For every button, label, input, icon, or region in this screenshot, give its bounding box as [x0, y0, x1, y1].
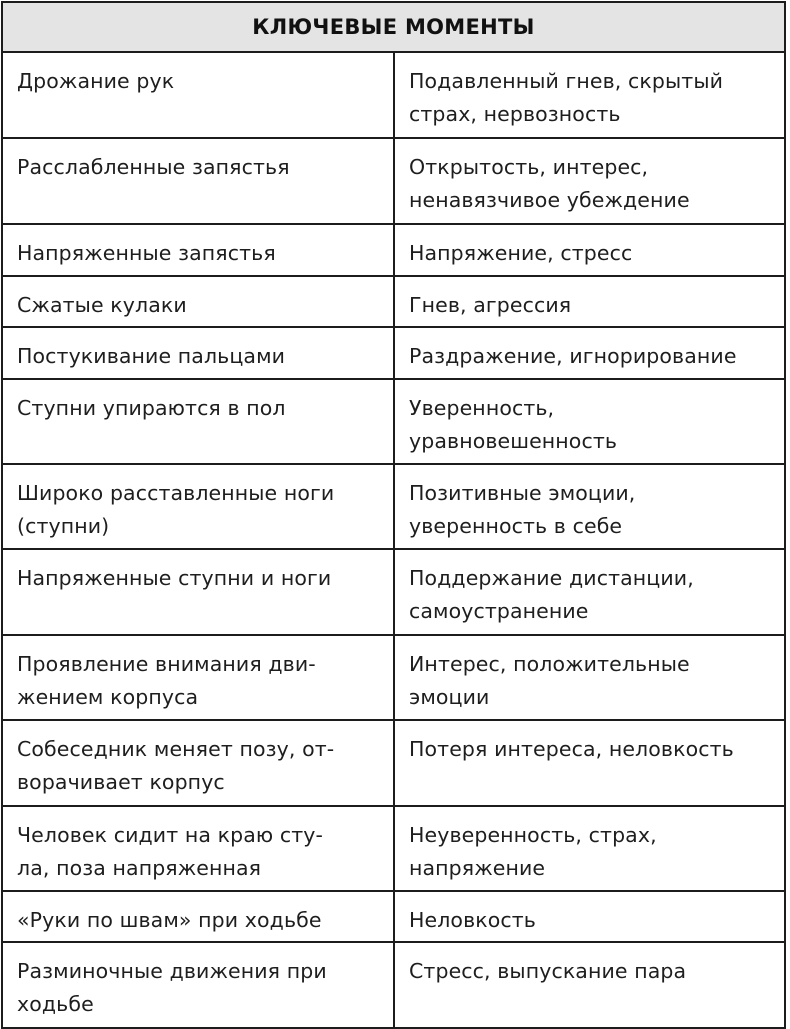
table-row	[3, 465, 784, 550]
cell-text-line: Поддержание дистанции,	[409, 566, 694, 590]
table-row	[3, 892, 784, 943]
cell-text-line: Широко расставленные ноги	[17, 481, 335, 505]
cell-body-sign	[3, 807, 395, 890]
table-row	[3, 721, 784, 807]
cell-meaning	[395, 636, 784, 719]
table-row	[3, 225, 784, 277]
cell-body-sign	[3, 943, 395, 1027]
cell-text-line: (ступни)	[17, 514, 110, 538]
cell-meaning	[395, 807, 784, 890]
cell-text-line: ворачивает корпус	[17, 770, 225, 794]
cell-body-sign	[3, 53, 395, 137]
cell-body-sign	[3, 277, 395, 326]
cell-text-line: Проявление внимания дви-	[17, 652, 316, 676]
cell-text-line: Постукивание пальцами	[17, 344, 286, 368]
cell-meaning	[395, 721, 784, 805]
table-row	[3, 53, 784, 139]
cell-text-line: Потеря интереса, неловкость	[409, 737, 734, 761]
table-row	[3, 636, 784, 721]
cell-text-line: Раздражение, игнорирование	[409, 344, 737, 368]
table-row	[3, 943, 784, 1027]
table-row	[3, 277, 784, 328]
cell-text-line: Разминочные движения при	[17, 959, 327, 983]
cell-body-sign	[3, 139, 395, 223]
cell-text-line: Открытость, интерес,	[409, 155, 649, 179]
cell-text-line: «Руки по швам» при ходьбе	[17, 908, 322, 932]
cell-meaning	[395, 943, 784, 1027]
cell-text-line: Позитивные эмоции,	[409, 481, 636, 505]
cell-meaning	[395, 277, 784, 326]
cell-text-line: ла, поза напряженная	[17, 856, 262, 880]
cell-meaning	[395, 550, 784, 634]
cell-meaning	[395, 139, 784, 223]
cell-text-line: Стресс, выпускание пара	[409, 959, 687, 983]
cell-text-line: страх, нервозность	[409, 102, 621, 126]
cell-text-line: напряжение	[409, 856, 546, 880]
key-moments-table	[1, 1, 786, 1029]
cell-text-line: жением корпуса	[17, 685, 199, 709]
cell-text-line: Собеседник меняет позу, от-	[17, 737, 335, 761]
table-row	[3, 807, 784, 892]
cell-text-line: Человек сидит на краю сту-	[17, 823, 324, 847]
cell-meaning	[395, 328, 784, 378]
cell-body-sign	[3, 465, 395, 548]
cell-body-sign	[3, 225, 395, 275]
cell-text-line: Напряжение, стресс	[409, 241, 633, 265]
table-row	[3, 550, 784, 636]
cell-text-line: Неловкость	[409, 908, 536, 932]
cell-meaning	[395, 225, 784, 275]
cell-text-line: Подавленный гнев, скрытый	[409, 69, 724, 93]
table-title: КЛЮЧЕВЫЕ МОМЕНТЫ	[3, 3, 784, 53]
cell-text-line: Напряженные ступни и ноги	[17, 566, 332, 590]
cell-body-sign	[3, 328, 395, 378]
cell-text-line: Сжатые кулаки	[17, 293, 187, 317]
cell-text-line: ходьбе	[17, 992, 94, 1016]
cell-text-line: ненавязчивое убеждение	[409, 188, 690, 212]
table-row	[3, 328, 784, 380]
cell-body-sign	[3, 550, 395, 634]
cell-text-line: Расслабленные запястья	[17, 155, 290, 179]
cell-body-sign	[3, 892, 395, 941]
table-body	[3, 53, 784, 1027]
cell-text-line: Уверенность,	[409, 396, 555, 420]
cell-text-line: уравновешенность	[409, 429, 618, 453]
cell-text-line: Дрожание рук	[17, 69, 175, 93]
cell-text-line: эмоции	[409, 685, 490, 709]
cell-meaning	[395, 465, 784, 548]
cell-meaning	[395, 380, 784, 463]
cell-text-line: Напряженные запястья	[17, 241, 276, 265]
table-row	[3, 380, 784, 465]
cell-text-line: самоустранение	[409, 599, 589, 623]
cell-text-line: уверенность в себе	[409, 514, 623, 538]
cell-body-sign	[3, 636, 395, 719]
cell-text-line: Ступни упираются в пол	[17, 396, 286, 420]
cell-text-line: Гнев, агрессия	[409, 293, 572, 317]
cell-text-line: Неуверенность, страх,	[409, 823, 657, 847]
cell-meaning	[395, 53, 784, 137]
table-row	[3, 139, 784, 225]
cell-meaning	[395, 892, 784, 941]
cell-text-line: Интерес, положительные	[409, 652, 690, 676]
cell-body-sign	[3, 721, 395, 805]
cell-body-sign	[3, 380, 395, 463]
